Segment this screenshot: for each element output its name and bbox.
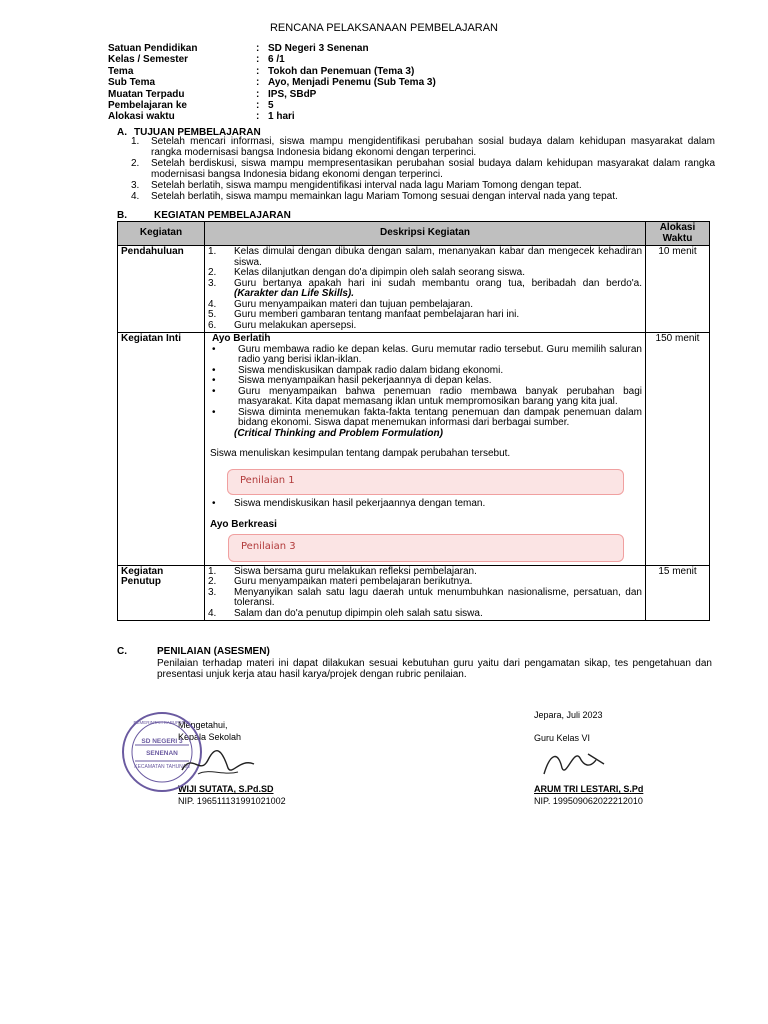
header-phase: Kegiatan [118,222,205,246]
pendahuluan-number: 2. [208,267,217,278]
subheading-ayo-berkreasi: Ayo Berkreasi [210,519,277,530]
sign-left-role: Kepala Sekolah [178,732,242,742]
tujuan-item [131,192,715,203]
identity-value: SD Negeri 3 Senenan [268,43,369,54]
time-inti: 150 menit [646,333,710,566]
pendahuluan-number: 4. [208,298,217,310]
inti-bullet-text: Siswa menyampaikan hasil pekerjaannya di depan kelas. [238,375,492,386]
header-description: Deskripsi Kegiatan [205,222,646,246]
bullet-dot: • [212,406,216,418]
tujuan-text: Setelah berdiskusi, siswa mampu mempresentasikan perubahan sosial budaya dalam kehidupan masyarakat dalam rangka modernisasi bangsa Indonesia bidang ekonomi dengan terperinci. [151,158,715,180]
inti-bullet-text: Guru menyampaikan bahwa penemuan radio membawa banyak perubahan bagi masyarakat. Kita dapat memasang iklan untuk mempromosikan barang yang kita jual. [238,385,642,407]
identity-row [108,66,436,77]
identity-label: Kelas / Semester [108,54,189,66]
sign-right-role: Guru Kelas VI [534,733,591,743]
identity-label: Pembelajaran ke [108,100,187,112]
pendahuluan-emphasis: (Karakter dan Life Skills). [234,288,355,299]
penutup-text: Menyanyikan salah satu lagu daerah untuk menumbuhkan nasionalisme, persatuan, dan toleransi. [234,586,642,608]
penutup-number: 2. [208,576,217,587]
pendahuluan-text: Guru memberi gambaran tentang manfaat pembelajaran hari ini. [234,309,520,320]
pendahuluan-number: 5. [208,309,217,320]
penutup-number: 3. [208,586,217,598]
identity-value: Tokoh dan Penemuan (Tema 3) [268,65,415,77]
tujuan-item [131,137,715,159]
conclusion-text: Siswa menuliskan kesimpulan tentang dampak perubahan tersebut. [210,448,511,459]
bullet-dot: • [212,497,216,509]
identity-value: 1 hari [268,111,295,123]
penilaian-3-label: Penilaian 3 [241,541,296,553]
penutup-item [208,609,642,620]
identity-colon: : [256,43,260,54]
inti-bullet-discuss: • Siswa mendiskusikan hasil pekerjaannya dengan teman. [208,499,642,510]
penilaian-1-box [227,469,624,495]
pendahuluan-item [208,321,642,332]
header-time: Alokasi Waktu [646,222,710,246]
identity-value: IPS, SBdP [268,88,317,100]
identity-row [108,89,436,100]
inti-bullet [208,376,642,387]
tujuan-number: 2. [131,158,140,170]
phase-pendahuluan: Pendahuluan [118,246,205,333]
sign-right-name: ARUM TRI LESTARI, S.Pd [534,784,644,794]
svg-text:SENENAN: SENENAN [146,750,178,757]
identity-value: Ayo, Menjadi Penemu (Sub Tema 3) [268,77,436,89]
pendahuluan-number: 6. [208,319,217,331]
bullet-dot: • [212,343,216,355]
identity-row [108,54,436,65]
identity-colon: : [256,100,260,112]
penilaian-1-label: Penilaian 1 [240,475,295,487]
identity-row [108,43,436,54]
tujuan-text: Setelah berlatih, siswa mampu memainkan lagu Mariam Tomong sesuai dengan interval nada yang tepat. [151,191,618,203]
time-penutup: 15 menit [646,565,710,621]
bullet-dot: • [212,364,216,376]
row-pendahuluan [118,246,710,333]
signature-right-icon [540,744,612,780]
pendahuluan-text: Kelas dilanjutkan dengan do'a dipimpin oleh salah seorang siswa. [234,267,525,278]
tujuan-text: Setelah mencari informasi, siswa mampu mengidentifikasi perubahan sosial budaya dalam kehidupan masyarakat dalam rangka modernisasi bangsa Indonesia bidang ekonomi dengan terperinci. [151,136,715,158]
pendahuluan-text: Guru bertanya apakah hari ini sudah membantu orang tua, beribadah dan berdo'a. (Karakter dan Life Skills). [234,277,642,299]
pendahuluan-item [208,247,642,268]
section-b-number: B. [117,210,127,221]
svg-text:KECAMATAN TAHUNAN: KECAMATAN TAHUNAN [134,764,190,770]
tujuan-text: Setelah berlatih, siswa mampu mengidentifikasi interval nada lagu Mariam Tomong dengan tepat. [151,180,582,192]
desc-inti [205,333,646,566]
svg-text:SD NEGERI 3: SD NEGERI 3 [141,738,183,745]
sign-left-nip: NIP. 196511131991021002 [178,796,286,806]
tujuan-number: 3. [131,180,140,192]
tujuan-list [131,137,715,204]
identity-label: Satuan Pendidikan [108,43,198,54]
tujuan-item [131,181,715,192]
section-c-title: PENILAIAN (ASESMEN) [157,646,270,657]
identity-table [108,43,436,123]
penilaian-text: Penilaian terhadap materi ini dapat dilakukan sesuai kebutuhan guru yaitu dari pengamatan sikap, tes pengetahuan dan presentasi unjuk kerja atau hasil karya/projek dengan rubric penilaian. [157,658,712,680]
bullet-dot: • [212,385,216,397]
pendahuluan-item [208,279,642,300]
pendahuluan-number: 1. [208,246,217,257]
identity-row [108,77,436,88]
pendahuluan-number: 3. [208,277,217,289]
section-c-number: C. [117,646,127,657]
bullet-dot: • [212,375,216,386]
penutup-number: 1. [208,565,217,577]
identity-colon: : [256,54,260,66]
time-pendahuluan: 10 menit [646,246,710,333]
row-inti [118,333,710,566]
identity-label: Tema [108,65,134,77]
identity-value: 5 [268,100,274,112]
critical-thinking-label: (Critical Thinking and Problem Formulation) [234,427,443,439]
penutup-text: Siswa bersama guru melakukan refleksi pembelajaran. [234,565,477,577]
penutup-text: Salam dan do'a penutup dipimpin oleh salah satu siswa. [234,607,483,619]
section-a-number: A. [117,127,127,138]
penutup-text: Guru menyampaikan materi pembelajaran berikutnya. [234,576,473,587]
tujuan-number: 1. [131,136,140,147]
row-penutup [118,565,710,621]
inti-bullet [208,345,642,366]
svg-text:PEMERINTAH KABUPATEN: PEMERINTAH KABUPATEN [133,720,191,725]
identity-colon: : [256,77,260,89]
section-a-title: TUJUAN PEMBELAJARAN [134,127,261,138]
section-b-title: KEGIATAN PEMBELAJARAN [154,210,291,221]
inti-bullet-text: Siswa diminta menemukan fakta-fakta tentang penemuan dan dampak penemuan dalam bidang ekonomi. Siswa dapat menemukan informasi dari berbagai sumber. [238,406,642,428]
identity-label: Sub Tema [108,77,156,89]
inti-bullet-text: Siswa mendiskusikan dampak radio dalam bidang ekonomi. [238,364,504,376]
identity-colon: : [256,65,260,77]
identity-colon: : [256,88,260,100]
signature-left-icon [178,746,258,782]
identity-label: Alokasi waktu [108,111,175,123]
pendahuluan-text: Guru menyampaikan materi dan tujuan pembelajaran. [234,298,474,310]
inti-bullet-text: Guru membawa radio ke depan kelas. Guru memutar radio tersebut. Guru memilih saluran radio yang berisi iklan-iklan. [238,343,642,365]
sign-right-nip: NIP. 199509062022212010 [534,796,643,806]
penutup-number: 4. [208,607,217,619]
pendahuluan-text: Guru melakukan apersepsi. [234,319,357,331]
activity-table [117,221,710,621]
identity-colon: : [256,111,260,123]
penutup-item [208,588,642,609]
sign-left-line1: Mengetahui, [178,720,228,730]
desc-penutup [205,565,646,621]
penilaian-3-box [228,534,624,562]
identity-value: 6 /1 [268,54,285,66]
identity-label: Muatan Terpadu [108,88,185,100]
identity-row [108,100,436,111]
pendahuluan-text: Kelas dimulai dengan dibuka dengan salam, menanyakan kabar dan mengecek kehadiran siswa. [234,246,642,268]
tujuan-item [131,159,715,181]
sign-left-name: WIJI SUTATA, S.Pd.SD [178,784,274,794]
inti-bullet [208,408,642,429]
section-b-heading [117,210,291,221]
sign-right-place-date: Jepara, Juli 2023 [534,710,603,720]
document-title: RENCANA PELAKSANAAN PEMBELAJARAN [269,22,499,34]
tujuan-number: 4. [131,191,140,203]
identity-row [108,111,436,122]
phase-penutup: Kegiatan Penutup [118,565,205,621]
section-c-heading [117,646,270,657]
desc-pendahuluan [205,246,646,333]
inti-bullet-list [208,345,642,429]
subheading-ayo-berlatih: Ayo Berlatih [212,333,271,344]
inti-bullet [208,387,642,408]
phase-inti: Kegiatan Inti [118,333,205,566]
